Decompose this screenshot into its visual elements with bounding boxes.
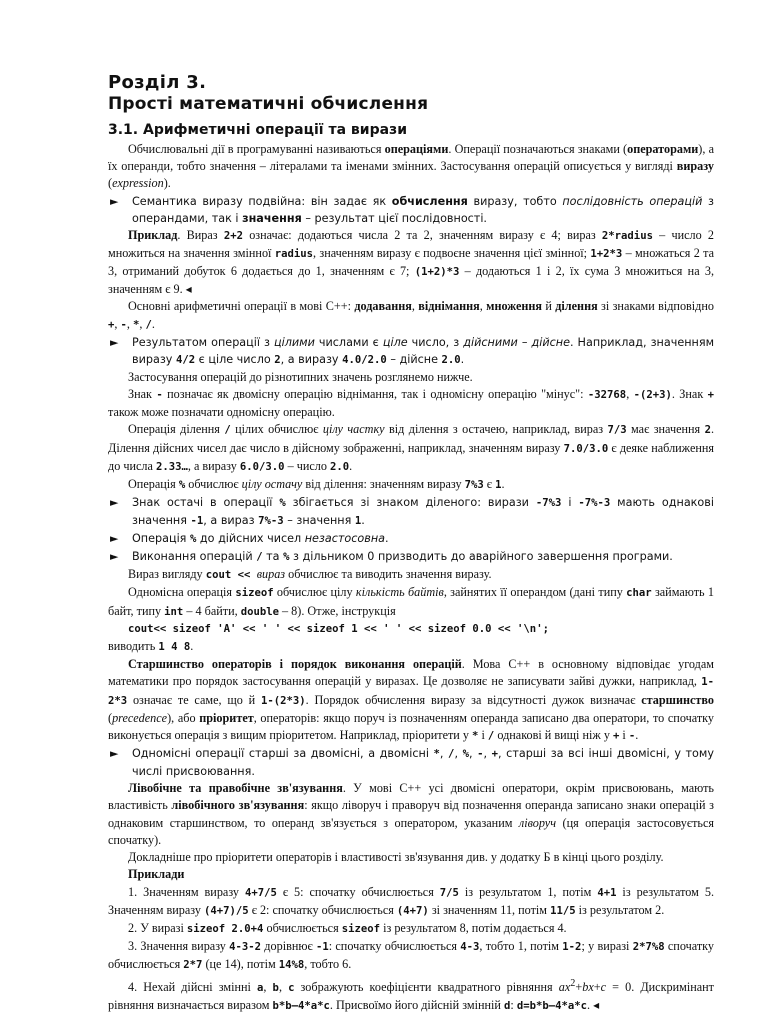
chapter-title: Прості математичні обчислення [108,94,429,114]
note: ► Одномісні операції старші за двомісні, а двомісні *, /, %, -, +, старші за всі інші двомісні, у тому числі присвоювання. [110,747,714,779]
paragraph: Операція ділення / цілих обчислює цілу частку від ділення з остачею, наприклад, вираз 7/3 має значення 2. Ділення дійсних чисел дає число в дійсному зображенні, наприклад, значенням виразу 7.0/3.0 є деяке наближення до числа 2.33…, а виразу 6.0/3.0 – число 2.0. [108,422,715,473]
section-title: Арифметичні операції та вирази [143,122,407,138]
paragraph: Операція % обчислює цілу остачу від ділення: значенням виразу 7%3 є 1. [128,477,505,492]
chapter-label: Розділ 3. [108,72,207,93]
document-page [108,72,714,1015]
paragraph: Вираз вигляду cout << вираз обчислює та виводить значення виразу. [128,567,492,582]
paragraph: 4. Нехай дійсні змінні a, b, c зображують коефіцієнти квадратного рівняння $ax^2+bx+c = 0$. Дискримінант рівняння визначається виразом b*b–4*a*c. Присвоїмо його дійсній змінній d: d=b*b–4*a*c. ◂ [108,977,714,1012]
note: ► Виконання операцій / та % з дільником 0 призводить до аварійного завершення програми. [110,550,673,564]
note-marker-icon: ► [110,496,119,510]
paragraph: Лівобічне та правобічне зв'язування. У мові С++ усі двомісні оператори, окрім присвоювань, мають властивість лівобічного зв'язування: якщо ліворуч і праворуч від позначення операнда записано знаки операцій з однаковим старшинством, то операнд зв'язується з оператором, указаним ліворуч (ця операція застосовується спочатку). [108,781,714,847]
paragraph: Старшинство операторів і порядок виконання операцій. Мова С++ в основному відповідає угодам математики про порядок застосування операцій у виразах. Це дозволяє не записувати зайві дужки, наприклад, 1-2*3 означає те саме, що й 1-(2*3). Порядок обчислення виразу за відсутності дужок визначає старшинство (precedence), або пріоритет, операторів: якщо поруч із позначенням операнда записано два оператори, то спочатку виконується операція з вищим пріоритетом. Наприклад, пріоритети у * і / однакові й вищі ніж у + і -. [108,657,715,743]
section-heading [108,121,714,139]
paragraph: виводить 1 4 8. [108,639,194,654]
note-marker-icon: ► [110,194,119,208]
note: ► Результатом операції з цілими числами є ціле число, з дійсними – дійсне. Наприклад, значенням виразу 4/2 є ціле число 2, а виразу 4.0/2.0 – дійсне 2.0. [110,335,715,366]
note-marker-icon: ► [110,335,119,349]
examples-heading: Приклади [128,867,185,882]
paragraph: 3. Значення виразу 4-3-2 дорівнює -1: спочатку обчислюється 4-3, тобто 1, потім 1-2; у виразі 2*7%8 спочатку обчислюється 2*7 (це 14), потім 14%8, тобто 6. [108,939,715,972]
paragraph: 1. Значенням виразу 4+7/5 є 5: спочатку обчислюється 7/5 із результатом 1, потім 4+1 із результатом 5. Значенням виразу (4+7)/5 є 2: спочатку обчислюється (4+7) зі значенням 11, потім 11/5 із результатом 2. [108,884,714,917]
document-body [108,141,714,1015]
paragraph: Основні арифметичні операції в мові С++: додавання, віднімання, множення й ділення зі знаками відповідно +, -, *, /. [108,299,715,331]
section-number: 3.1. [108,122,139,138]
note: ► Семантика виразу подвійна: він задає як обчислення виразу, тобто послідовність операцій з операндами, так і значення – результат цієї послідовності. [110,194,714,225]
note-marker-icon: ► [110,550,119,564]
paragraph: 2. У виразі sizeof 2.0+4 обчислюється sizeof із результатом 8, потім додається 4. [128,920,567,935]
paragraph: Приклад. Вираз 2+2 означає: додаються числа 2 та 2, значенням виразу є 4; вираз 2*radius – число 2 множиться на значення змінної radius, значенням виразу є подвоєне значення цієї змінної; 1+2*3 – множаться 2 та 3, отриманий добуток 6 додається до 1, значенням є 7; (1+2)*3 – додаються 1 і 2, їх сума 3 множиться на 3, значенням є 9. ◂ [108,227,715,297]
note: ► Знак остачі в операції % збігається зі знаком діленого: вирази -7%3 і -7%-3 мають однакові значення -1, а вираз 7%-3 – значення 1. [110,496,714,528]
paragraph: Одномісна операція sizeof обчислює цілу кількість байтів, зайнятих її операндом (дані типу char займають 1 байт, типу int – 4 байти, double – 8). Отже, інструкція [108,585,714,618]
paragraph: Обчислювальні дії в програмуванні називаються операціями. Операції позначаються знаками (операторами), а їх операнди, тобто значення – літералами та іменами змінних. Застосування операцій описується у вигляді виразу (expression). [108,142,714,191]
paragraph: Застосування операцій до різнотипних значень розглянемо нижче. [128,369,473,384]
note-marker-icon: ► [110,532,119,546]
paragraph: Докладніше про пріоритети операторів і властивості зв'язування див. у додатку Б в кінці цього розділу. [128,850,664,865]
note: ► Операція % до дійсних чисел незастосовна. [110,532,389,546]
paragraph: Знак - позначає як двомісну операцію віднімання, так і одномісну операцію "мінус": -32768, -(2+3). Знак + також може позначати одномісну операцію. [108,387,715,420]
code-line: cout<< sizeof 'A' << ' ' << sizeof 1 << ' ' << sizeof 0.0 << '\n'; [128,622,549,635]
note-marker-icon: ► [110,747,119,761]
